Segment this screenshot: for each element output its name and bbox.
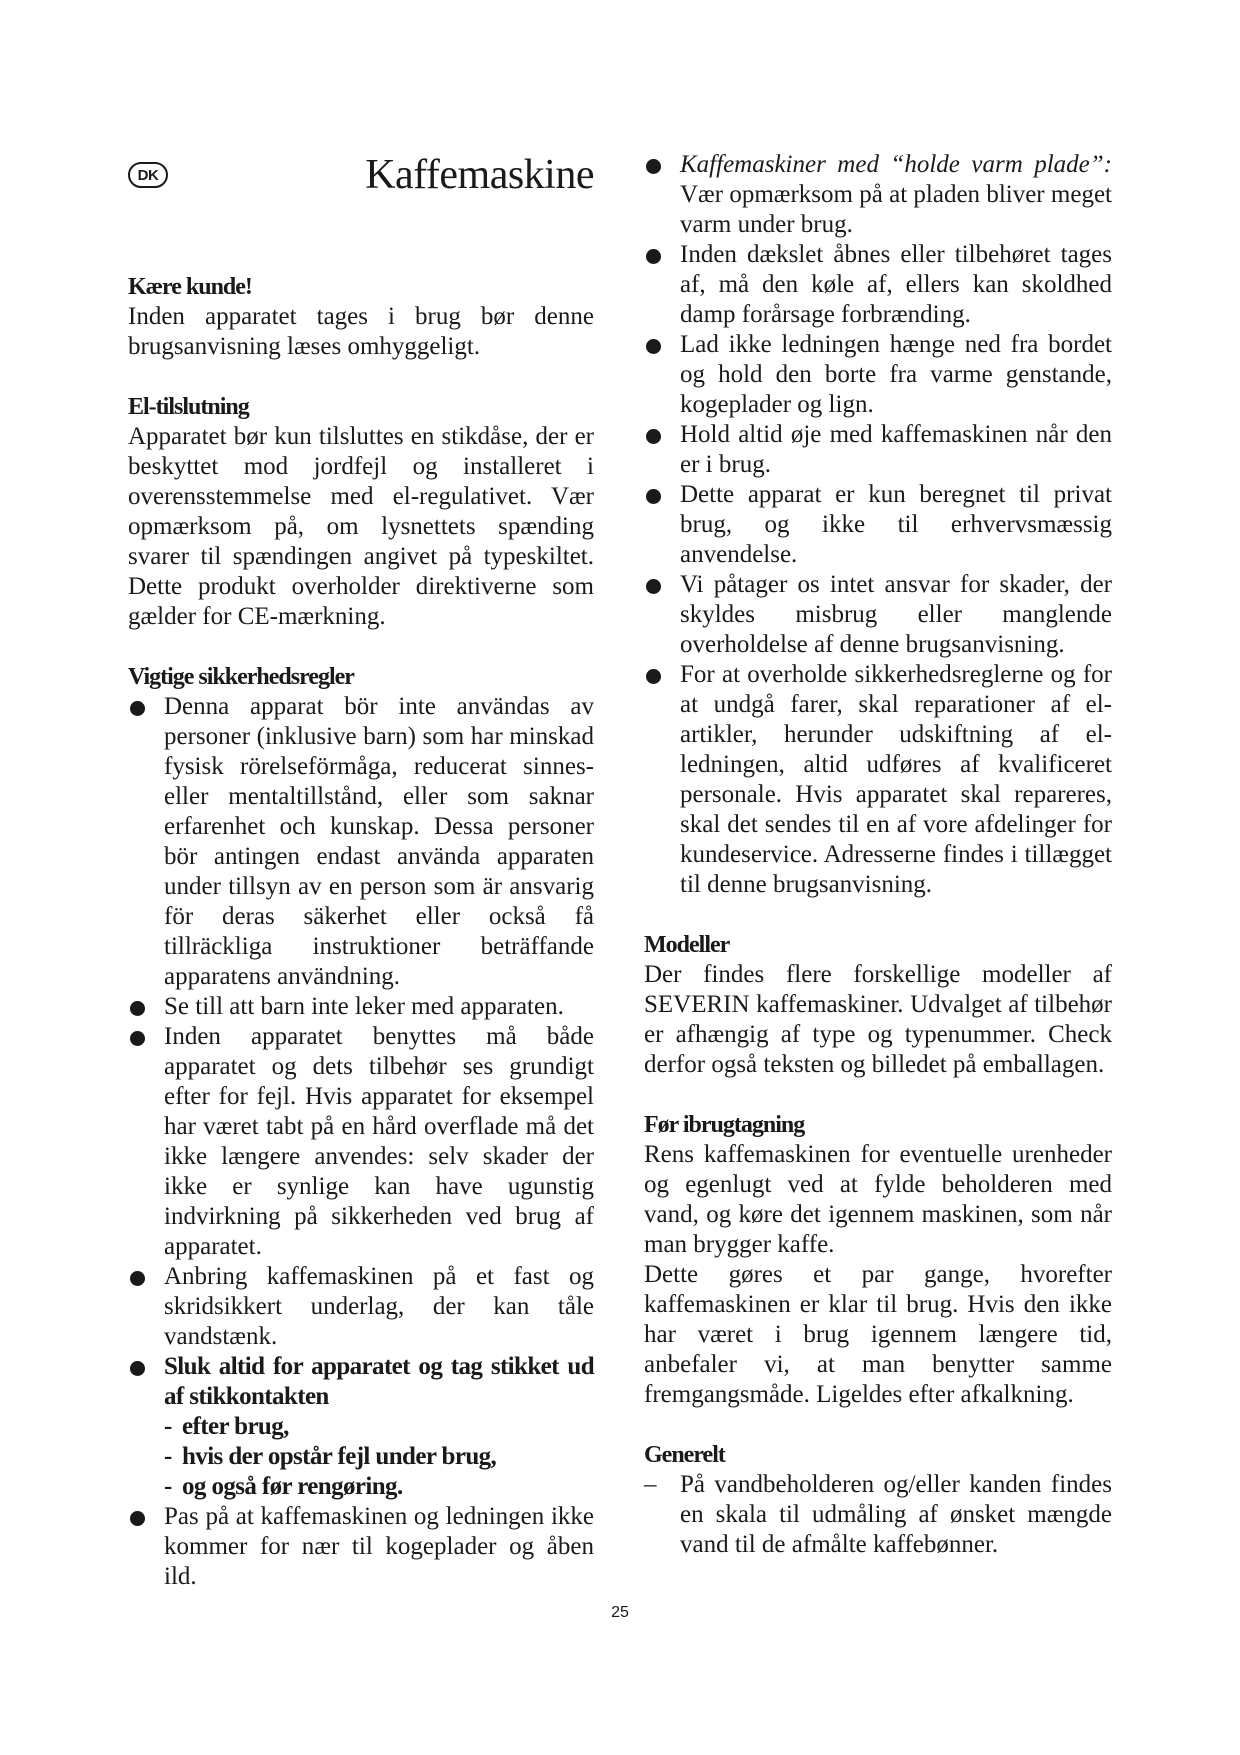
language-badge: DK (128, 162, 168, 188)
list-item: Denna apparat bör inte användas av personer (inklusive barn) som har minskad fysisk rörelseförmåga, reducerat sinnes- eller mentaltillstånd, eller som saknar erfarenhet och kunskap. Dessa personer bör antingen endast använda apparaten under tillsyn av en person som är ansvarig för deras säkerhet eller också få tillräckliga instruktioner beträffande apparatens användning. (128, 692, 594, 992)
sub-item: - efter brug, (164, 1412, 594, 1442)
sub-item: - og også før rengøring. (164, 1472, 594, 1502)
modeller-text: Der findes flere forskellige modeller af SEVERIN kaffemaskiner. Udvalget af tilbehør er afhængig af type og typenummer. Check derfor også teksten og billedet på emballagen. (644, 961, 1112, 1078)
warm-plate-lead: Kaffemaskiner med “holde varm plade”: (680, 151, 1112, 178)
page-title: Kaffemaskine (365, 152, 594, 198)
foer-ibrugtagning-text-1: Rens kaffemaskinen for eventuelle urenheder og egenlugt ved at fylde beholderen med vand, og køre det igennem maskinen, som når man brygger kaffe. (644, 1141, 1112, 1258)
foer-ibrugtagning-heading: Før ibrugtagning (644, 1112, 805, 1138)
list-item: Hold altid øje med kaffemaskinen når den er i brug. (644, 420, 1112, 480)
intro-text: Inden apparatet tages i brug bør denne brugsanvisning læses omhyggeligt. (128, 303, 594, 360)
safety-list-right (644, 150, 1112, 900)
unplug-text: Sluk altid for apparatet og tag stikket ud af stikkontakten (164, 1353, 594, 1410)
modeller-heading: Modeller (644, 932, 730, 958)
unplug-sublist (164, 1412, 594, 1502)
generelt-list (644, 1470, 1112, 1560)
list-item: Vi påtager os intet ansvar for skader, der skyldes misbrug eller manglende overholdelse af denne brugsanvisning. (644, 570, 1112, 660)
left-column (128, 272, 594, 1592)
list-item: Dette apparat er kun beregnet til privat brug, og ikke til erhvervsmæssig anvendelse. (644, 480, 1112, 570)
list-item: For at overholde sikkerhedsreglerne og for at undgå farer, skal reparationer af el-artikler, herunder udskiftning af el-ledningen, altid udføres af kvalificeret personale. Hvis apparatet skal repareres, skal det sendes til en af vore afdelinger for kundeservice. Adresserne findes i tillægget til denne brugsanvisning. (644, 660, 1112, 900)
el-tilslutning-heading: El-tilslutning (128, 394, 249, 420)
list-item: Inden dækslet åbnes eller tilbehøret tages af, må den køle af, ellers kan skoldhed damp forårsage forbrænding. (644, 240, 1112, 330)
list-item: Lad ikke ledningen hænge ned fra bordet og hold den borte fra varme genstande, kogeplader og lign. (644, 330, 1112, 420)
list-item (644, 150, 1112, 240)
right-column (644, 150, 1112, 1560)
safety-heading: Vigtige sikkerhedsregler (128, 664, 354, 690)
safety-list-left (128, 692, 594, 1592)
list-item: Inden apparatet benyttes må både apparatet og dets tilbehør ses grundigt efter for fejl. Hvis apparatet for eksempel har været tabt på en hård overflade må det ikke længere anvendes: selv skader der ikke er synlige kan have ugunstig indvirkning på sikkerheden ved brug af apparatet. (128, 1022, 594, 1262)
list-item: Anbring kaffemaskinen på et fast og skridsikkert underlag, der kan tåle vandstænk. (128, 1262, 594, 1352)
unplug-item (128, 1352, 594, 1502)
generelt-heading: Generelt (644, 1442, 725, 1468)
list-item: – På vandbeholderen og/eller kanden findes en skala til udmåling af ønsket mængde vand til de afmålte kaffebønner. (644, 1470, 1112, 1560)
sub-item: - hvis der opstår fejl under brug, (164, 1442, 594, 1472)
list-item: Pas på at kaffemaskinen og ledningen ikke kommer for nær til kogeplader og åben ild. (128, 1502, 594, 1592)
intro-heading: Kære kunde! (128, 274, 252, 300)
list-item: Se till att barn inte leker med apparaten. (128, 992, 594, 1022)
warm-plate-text: Vær opmærksom på at pladen bliver meget varm under brug. (680, 181, 1112, 238)
el-tilslutning-text: Apparatet bør kun tilsluttes en stikdåse, der er beskyttet mod jordfejl og installeret i overensstemmelse med el-regulativet. Vær opmærksom på, om lysnettets spænding svarer til spændingen angivet på typeskiltet. Dette produkt overholder direktiverne som gælder for CE-mærkning. (128, 423, 594, 630)
page-number: 25 (611, 1604, 629, 1621)
foer-ibrugtagning-text-2: Dette gøres et par gange, hvorefter kaffemaskinen er klar til brug. Hvis den ikke har været i brug igennem længere tid, anbefaler vi, at man benytter samme fremgangsmåde. Ligeldes efter afkalkning. (644, 1261, 1112, 1408)
